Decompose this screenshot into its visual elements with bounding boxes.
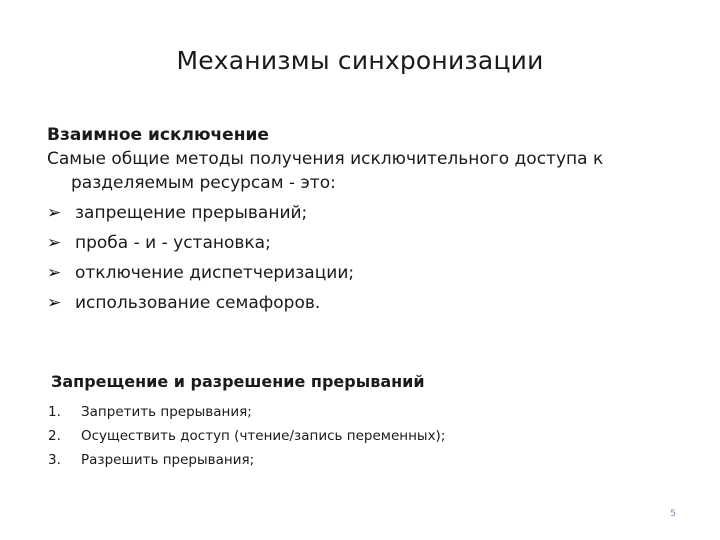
list-item-text: отключение диспетчеризации; <box>75 263 355 283</box>
step-number: 3. <box>48 452 61 468</box>
methods-list <box>47 201 697 315</box>
list-item <box>47 201 697 225</box>
list-item <box>48 403 691 422</box>
mutual-exclusion-section <box>47 123 697 315</box>
arrow-bullet-icon: ➢ <box>47 293 62 313</box>
steps-list <box>48 403 691 470</box>
page-number: 5 <box>670 509 676 519</box>
slide-title: Механизмы синхронизации <box>176 46 544 75</box>
interrupts-section <box>48 371 691 475</box>
interrupts-heading: Запрещение и разрешение прерываний <box>51 372 425 391</box>
step-text: Осуществить доступ (чтение/запись переменных); <box>81 428 446 444</box>
step-number: 1. <box>48 404 61 420</box>
mutual-exclusion-heading: Взаимное исключение <box>47 125 269 145</box>
step-text: Запретить прерывания; <box>81 404 252 420</box>
list-item <box>48 427 691 446</box>
list-item <box>47 231 697 255</box>
list-item <box>47 291 697 315</box>
arrow-bullet-icon: ➢ <box>47 233 62 253</box>
step-text: Разрешить прерывания; <box>81 452 255 468</box>
step-number: 2. <box>48 428 61 444</box>
arrow-bullet-icon: ➢ <box>47 263 62 283</box>
list-item <box>47 261 697 285</box>
list-item <box>48 451 691 470</box>
list-item-text: запрещение прерываний; <box>75 203 308 223</box>
arrow-bullet-icon: ➢ <box>47 203 62 223</box>
methods-intro-text: Самые общие методы получения исключительного доступа к разделяемым ресурсам - это: <box>47 149 604 193</box>
list-item-text: проба - и - установка; <box>75 233 271 253</box>
list-item-text: использование семафоров. <box>75 293 321 313</box>
